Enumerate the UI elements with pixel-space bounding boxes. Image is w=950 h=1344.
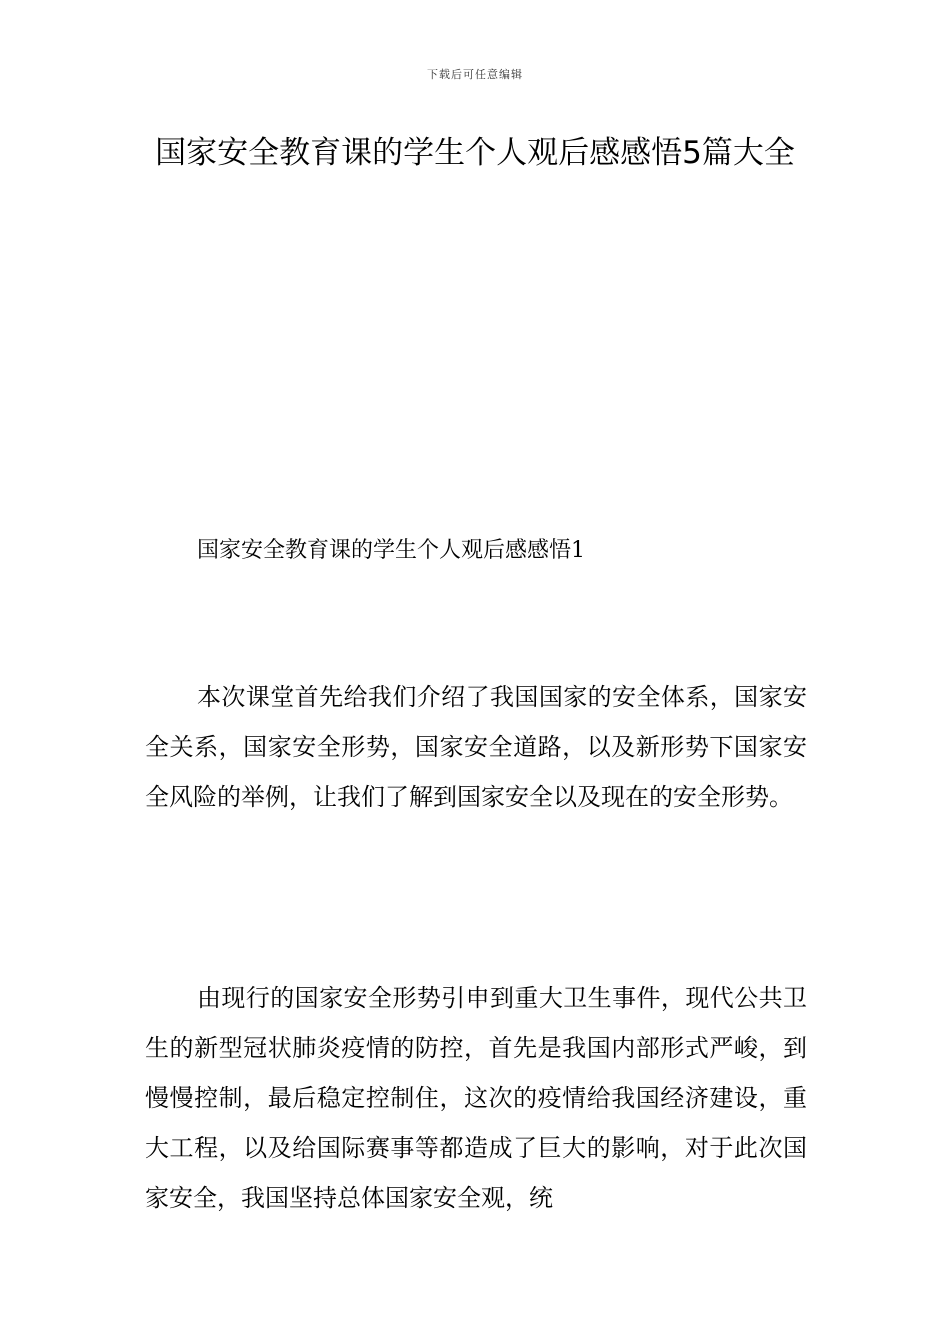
body-paragraph: 由现行的国家安全形势引申到重大卫生事件，现代公共卫生的新型冠状肺炎疫情的防控，首先是我国内部形式严峻，到慢慢控制，最后稳定控制住，这次的疫情给我国经济建设，重大工程，以及给国际赛事等都造成了巨大的影响，对于此次国家安全，我国坚持总体国家安全观，统 — [145, 984, 807, 1212]
header-note: 下载后可任意编辑 — [427, 68, 523, 81]
body-paragraph: 本次课堂首先给我们介绍了我国国家的安全体系，国家安全关系，国家安全形势，国家安全道路，以及新形势下国家安全风险的举例，让我们了解到国家安全以及现在的安全形势。 — [145, 683, 807, 811]
section-heading: 国家安全教育课的学生个人观后感感悟1 — [197, 538, 585, 563]
document-title: 国家安全教育课的学生个人观后感感悟5篇大全 — [155, 135, 795, 171]
